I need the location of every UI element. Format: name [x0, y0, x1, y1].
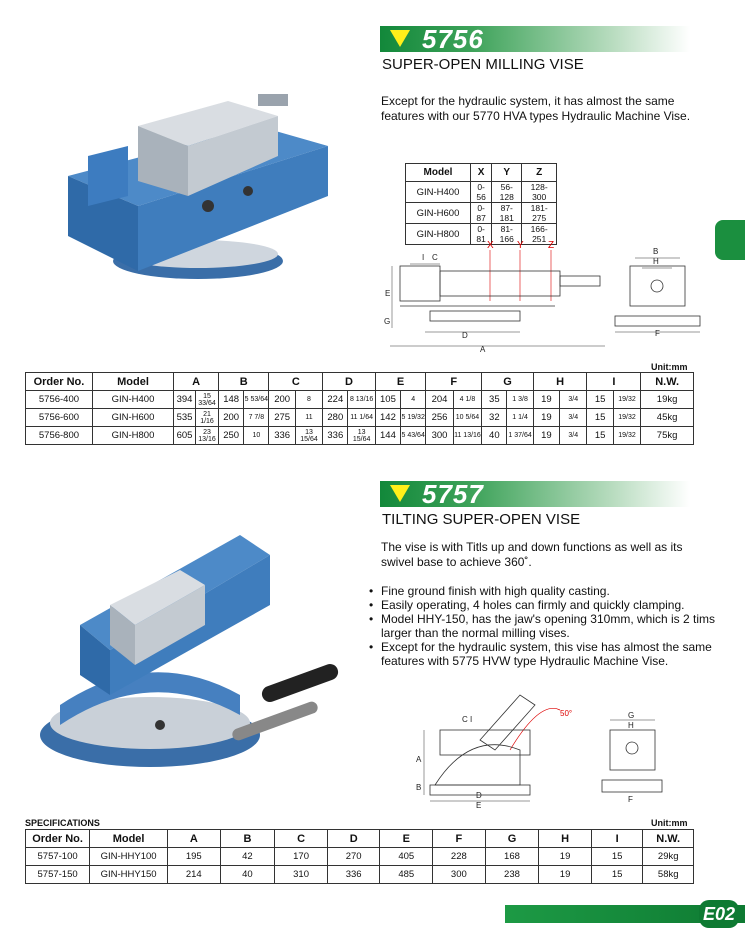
table-cell: 1 37/64 — [507, 427, 533, 445]
table-cell: 19 — [533, 427, 559, 445]
label-c: C — [462, 715, 468, 724]
column-header: E — [375, 373, 425, 391]
table-cell: 15 — [587, 409, 613, 427]
table-row — [26, 409, 694, 427]
table-cell: 15 — [591, 848, 643, 866]
table-cell: 214 — [168, 866, 221, 884]
column-header: Order No. — [26, 830, 90, 848]
label-z: Z — [548, 240, 555, 251]
table-cell: 0-87 — [471, 203, 492, 224]
column-header: E — [380, 830, 433, 848]
label-b: B — [653, 247, 659, 256]
table-cell: 195 — [168, 848, 221, 866]
label-i: I — [422, 253, 425, 262]
table-cell: 40 — [482, 427, 507, 445]
table-cell: 256 — [426, 409, 453, 427]
column-header: A — [174, 373, 219, 391]
table-cell: 11 13/16 — [453, 427, 482, 445]
table-cell: 224 — [323, 391, 348, 409]
table-cell: 4 1/8 — [453, 391, 482, 409]
product-title: TILTING SUPER-OPEN VISE — [382, 511, 581, 528]
section-header-5757 — [380, 481, 690, 507]
column-header: N.W. — [641, 373, 694, 391]
table-cell: 5756-600 — [26, 409, 93, 427]
column-header: A — [168, 830, 221, 848]
table-cell: 32 — [482, 409, 507, 427]
label-a: A — [480, 345, 486, 354]
column-header: Model — [90, 830, 168, 848]
feature-list — [368, 584, 728, 668]
label-a: A — [416, 755, 422, 764]
table-cell: 270 — [327, 848, 380, 866]
table-cell: 105 — [375, 391, 400, 409]
label-g: G — [628, 711, 635, 720]
column-header: C — [275, 830, 328, 848]
list-item: • Easily operating, 4 holes can firmly and quickly clamping. — [368, 598, 728, 612]
table-cell: 0-56 — [471, 182, 492, 203]
table-cell: 13 15/64 — [348, 427, 375, 445]
column-header: G — [482, 373, 534, 391]
table-cell: 5757-150 — [26, 866, 90, 884]
table-cell: 10 5/64 — [453, 409, 482, 427]
column-header: B — [220, 830, 275, 848]
table-cell: 23 13/16 — [196, 427, 219, 445]
table-cell: 5 19/32 — [401, 409, 426, 427]
column-header: H — [539, 830, 592, 848]
table-cell: GIN-H400 — [406, 182, 471, 203]
table-cell: 148 — [219, 391, 244, 409]
label-d: D — [462, 331, 468, 340]
product-description: Except for the hydraulic system, it has almost the same features with our 5770 HVA types Hydraulic Machine Vise. — [381, 94, 691, 123]
footer-bar — [505, 905, 745, 923]
technical-drawing-5756 — [380, 236, 720, 358]
table-cell: 56-128 — [492, 182, 522, 203]
label-b: B — [416, 783, 422, 792]
table-cell: 29kg — [643, 848, 694, 866]
table-cell: 336 — [323, 427, 348, 445]
table-cell: 142 — [375, 409, 400, 427]
table-cell: 8 13/16 — [348, 391, 375, 409]
table-cell: 81-166 — [492, 224, 522, 245]
column-header: F — [426, 373, 482, 391]
table-cell: 3/4 — [560, 409, 587, 427]
table-cell: GIN-HHY100 — [90, 848, 168, 866]
table-cell: 19/32 — [613, 409, 640, 427]
table-cell: 336 — [269, 427, 295, 445]
table-cell: 1 3/8 — [507, 391, 533, 409]
unit-label: Unit:mm — [651, 818, 688, 828]
table-cell: 8 — [295, 391, 322, 409]
column-header: D — [327, 830, 380, 848]
table-cell: 5 53/64 — [244, 391, 269, 409]
column-header: Model — [92, 373, 173, 391]
table-cell: 19/32 — [613, 427, 640, 445]
table-cell: 45kg — [641, 409, 694, 427]
table-cell: 5 43/64 — [401, 427, 426, 445]
column-header: X — [471, 164, 492, 182]
table-cell: 170 — [275, 848, 328, 866]
table-cell: 13 15/64 — [295, 427, 322, 445]
section-number: 5757 — [422, 479, 484, 509]
label-g: G — [384, 317, 391, 326]
column-header: I — [591, 830, 643, 848]
column-header: H — [533, 373, 587, 391]
column-header: Y — [492, 164, 522, 182]
column-header: Z — [522, 164, 557, 182]
table-cell: 181-275 — [522, 203, 557, 224]
unit-label: Unit:mm — [651, 362, 688, 372]
label-y: Y — [517, 240, 524, 251]
table-cell: GIN-H800 — [92, 427, 173, 445]
table-cell: 5756-800 — [26, 427, 93, 445]
table-cell: 228 — [433, 848, 486, 866]
column-header: D — [323, 373, 376, 391]
column-header: F — [433, 830, 486, 848]
table-cell: 35 — [482, 391, 507, 409]
column-header: B — [219, 373, 269, 391]
technical-drawing-5757 — [410, 690, 665, 810]
table-row — [26, 866, 694, 884]
vise-photo-5756 — [48, 86, 338, 286]
table-cell: 58kg — [643, 866, 694, 884]
table-cell: 3/4 — [560, 427, 587, 445]
table-cell: 168 — [485, 848, 539, 866]
table-cell: 144 — [375, 427, 400, 445]
label-h: H — [653, 257, 659, 266]
table-cell: 19 — [533, 409, 559, 427]
table-row — [406, 182, 557, 203]
table-cell: 250 — [219, 427, 244, 445]
table-cell: 15 33/64 — [196, 391, 219, 409]
table-cell: 11 — [295, 409, 322, 427]
column-header: Model — [406, 164, 471, 182]
column-header: N.W. — [643, 830, 694, 848]
table-cell: 5756-400 — [26, 391, 93, 409]
table-cell: GIN-H800 — [406, 224, 471, 245]
column-header: Order No. — [26, 373, 93, 391]
column-header: I — [587, 373, 641, 391]
table-cell: 19 — [539, 866, 592, 884]
table-cell: 5757-100 — [26, 848, 90, 866]
table-cell: 280 — [323, 409, 348, 427]
table-cell: 300 — [426, 427, 453, 445]
table-cell: 75kg — [641, 427, 694, 445]
table-row — [26, 848, 694, 866]
table-cell: 15 — [591, 866, 643, 884]
table-cell: 42 — [220, 848, 275, 866]
product-description: The vise is with Titls up and down functions as well as its swivel base to achieve 360˚. — [381, 540, 683, 569]
table-cell: 11 1/64 — [348, 409, 375, 427]
table-cell: 166-251 — [522, 224, 557, 245]
label-i: I — [470, 715, 473, 724]
table-cell: 19 — [533, 391, 559, 409]
table-row — [26, 427, 694, 445]
table-cell: 15 — [587, 391, 613, 409]
vise-photo-5757 — [30, 515, 370, 780]
table-cell: 19kg — [641, 391, 694, 409]
table-cell: 200 — [269, 391, 295, 409]
table-cell: 4 — [401, 391, 426, 409]
label-c: C — [432, 253, 438, 262]
section-number: 5756 — [422, 24, 484, 54]
product-title: SUPER-OPEN MILLING VISE — [382, 56, 584, 73]
triangle-icon — [390, 485, 410, 502]
table-cell: 200 — [219, 409, 244, 427]
table-cell: 21 1/16 — [196, 409, 219, 427]
spec-table-5757 — [25, 829, 694, 884]
table-cell: GIN-HHY150 — [90, 866, 168, 884]
column-header: C — [269, 373, 323, 391]
spec-table-5756 — [25, 372, 694, 445]
table-cell: GIN-H600 — [406, 203, 471, 224]
table-cell: 204 — [426, 391, 453, 409]
angle-label: 50° — [560, 709, 573, 718]
list-item: • Model HHY-150, has the jaw's opening 310mm, which is 2 tims larger than the normal milling vises. — [368, 612, 728, 640]
label-e: E — [476, 801, 482, 810]
triangle-icon — [390, 30, 410, 47]
table-cell: 394 — [174, 391, 196, 409]
table-cell: 300 — [433, 866, 486, 884]
table-row — [406, 203, 557, 224]
table-cell: 15 — [587, 427, 613, 445]
table-cell: 605 — [174, 427, 196, 445]
table-cell: GIN-H400 — [92, 391, 173, 409]
label-f: F — [655, 329, 660, 338]
stroke-range-table — [405, 163, 557, 245]
table-cell: 40 — [220, 866, 275, 884]
table-row — [26, 391, 694, 409]
table-cell: 310 — [275, 866, 328, 884]
table-cell: 405 — [380, 848, 433, 866]
table-cell: 336 — [327, 866, 380, 884]
section-header-5756 — [380, 26, 690, 52]
label-f: F — [628, 795, 633, 804]
table-cell: 1 1/4 — [507, 409, 533, 427]
column-header: G — [485, 830, 539, 848]
table-cell: 485 — [380, 866, 433, 884]
list-item: • Fine ground finish with high quality casting. — [368, 584, 728, 598]
table-cell: 19 — [539, 848, 592, 866]
table-cell: 87-181 — [492, 203, 522, 224]
label-x: X — [487, 240, 494, 251]
table-cell: 3/4 — [560, 391, 587, 409]
table-cell: GIN-H600 — [92, 409, 173, 427]
table-cell: 10 — [244, 427, 269, 445]
list-item: • Except for the hydraulic system, this vise has almost the same features with 5775 HVW type Hydraulic Machine Vise. — [368, 640, 728, 668]
label-e: E — [385, 289, 391, 298]
page-code: E02 — [699, 900, 739, 928]
specifications-label: SPECIFICATIONS — [25, 818, 100, 828]
table-cell: 7 7/8 — [244, 409, 269, 427]
table-cell: 238 — [485, 866, 539, 884]
table-cell: 0-81 — [471, 224, 492, 245]
label-h: H — [628, 721, 634, 730]
table-cell: 275 — [269, 409, 295, 427]
table-cell: 128-300 — [522, 182, 557, 203]
table-cell: 19/32 — [613, 391, 640, 409]
label-d: D — [476, 791, 482, 800]
table-cell: 535 — [174, 409, 196, 427]
